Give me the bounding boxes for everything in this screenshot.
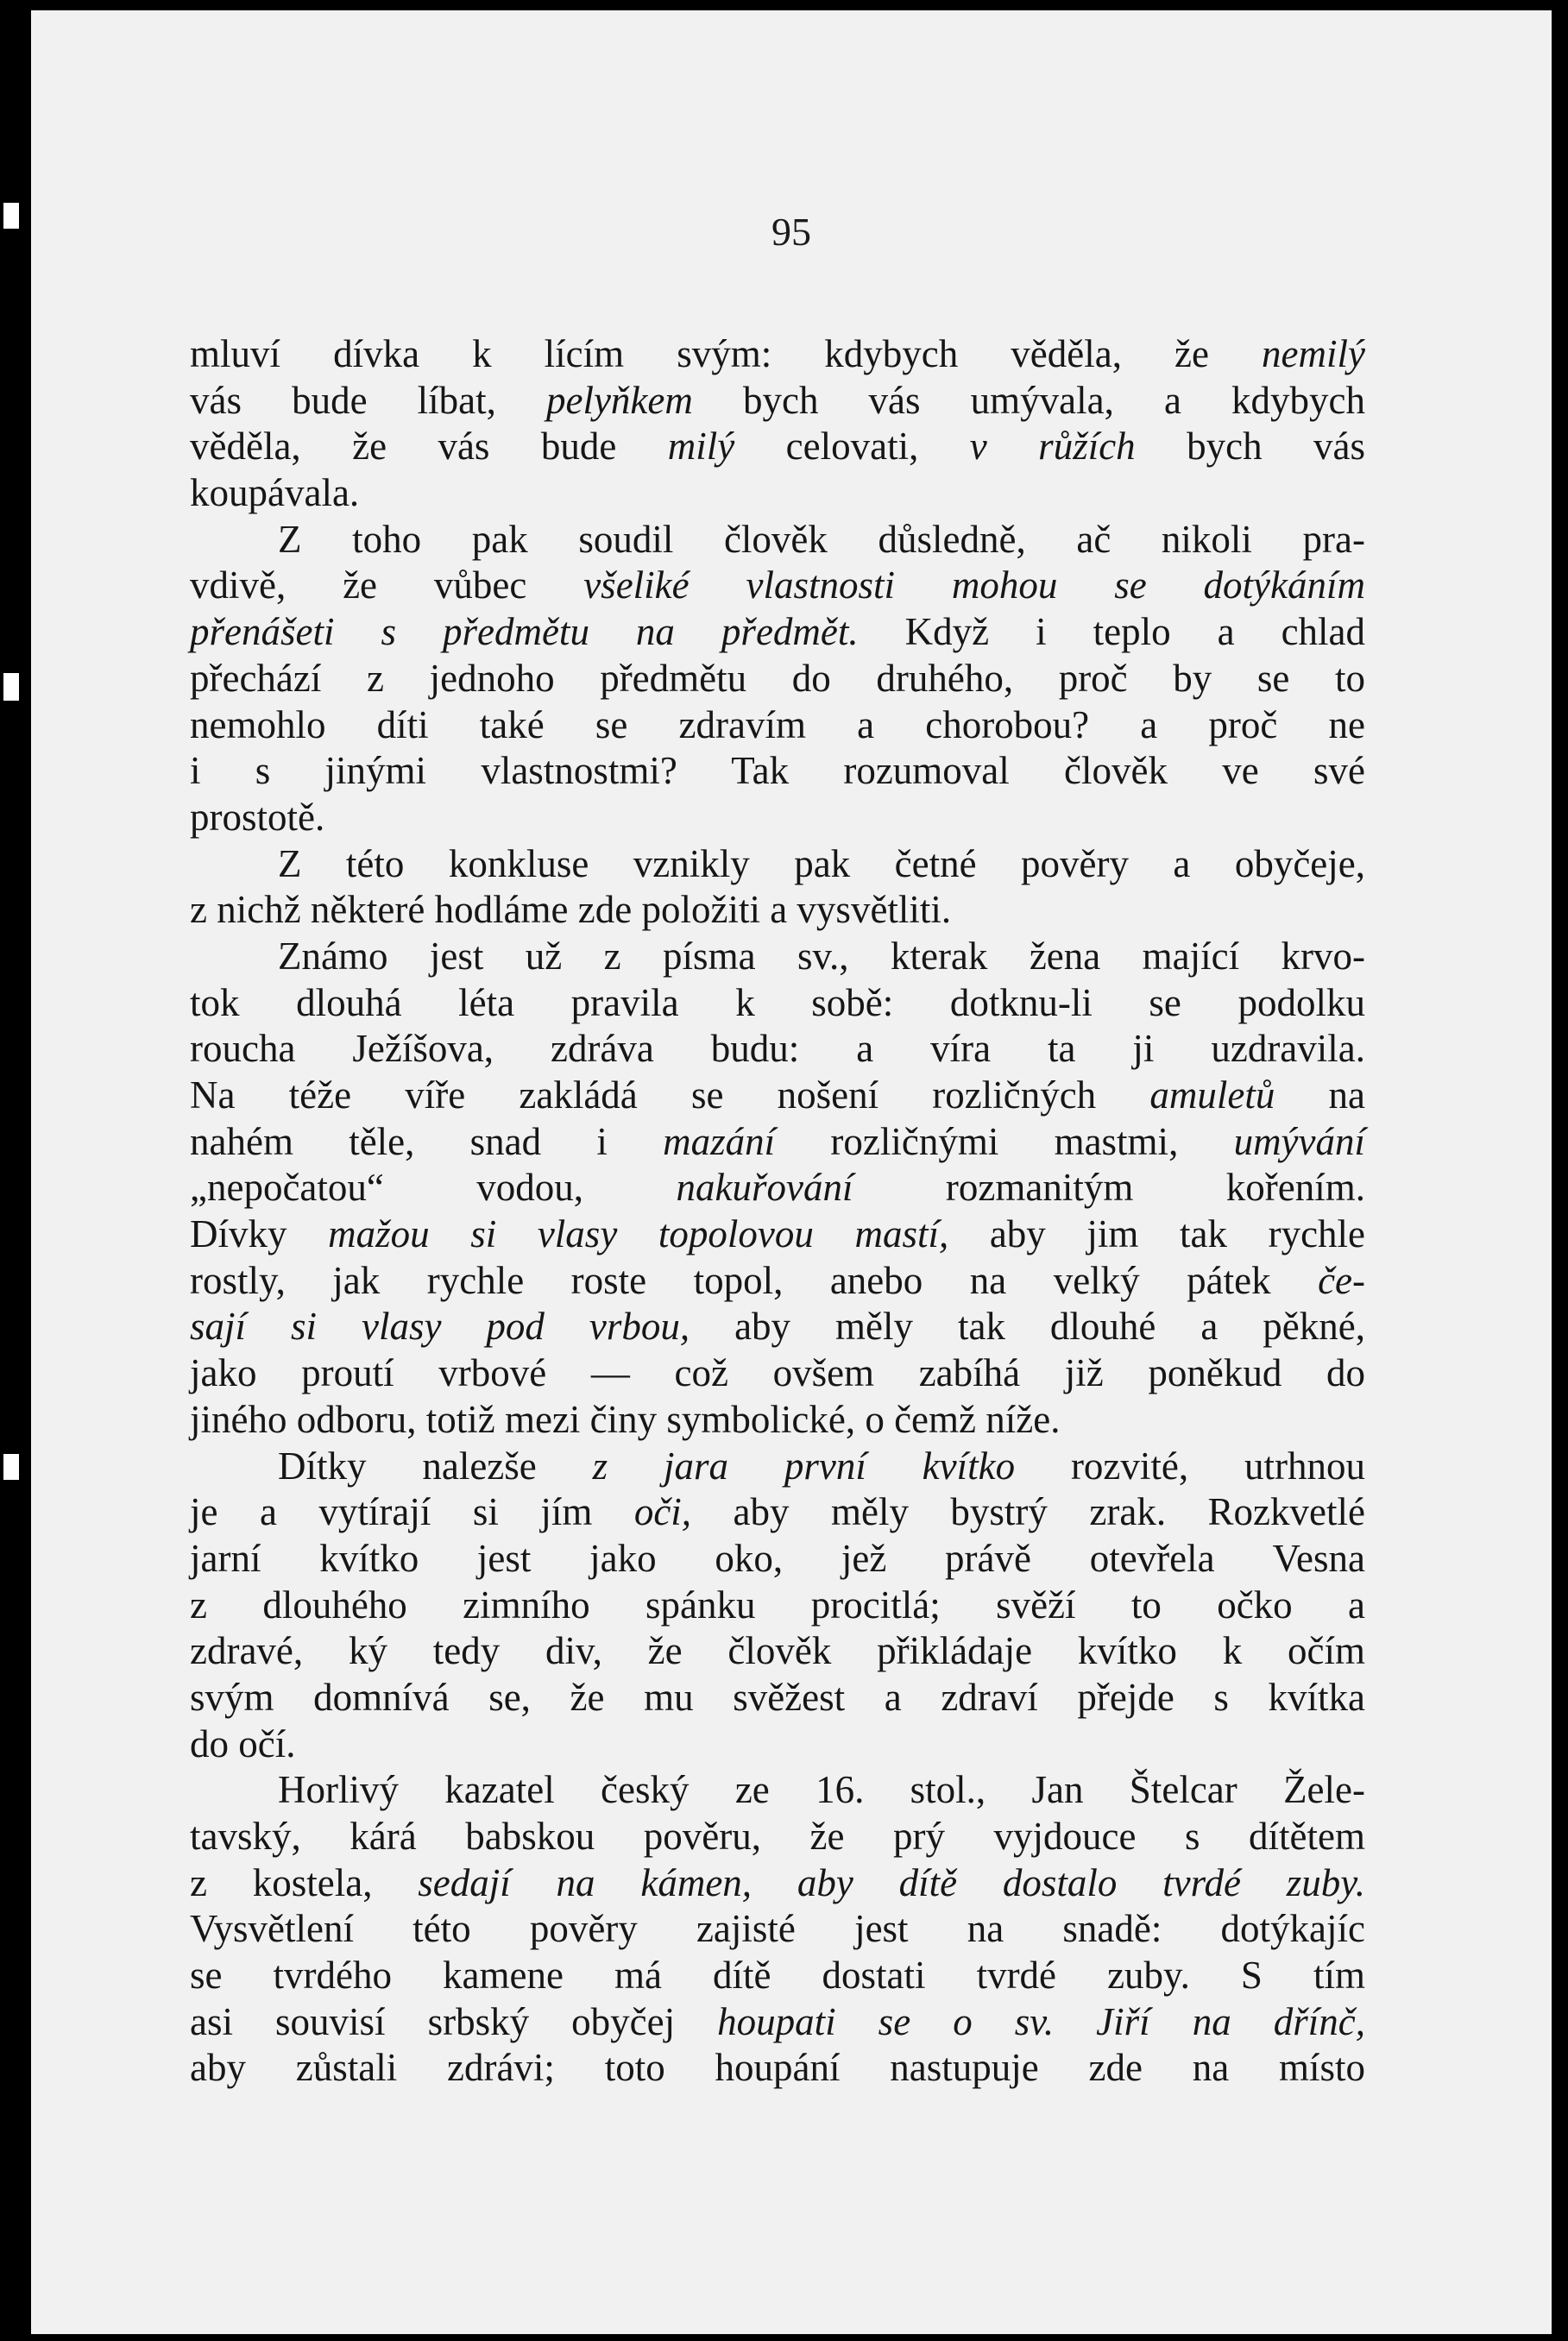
spine-mark — [3, 673, 19, 701]
page-number: 95 — [771, 210, 811, 254]
text-line — [190, 1814, 1365, 1860]
spine-mark — [3, 1454, 19, 1480]
italic-text: sají si vlasy pod vrbou, — [190, 1305, 690, 1349]
text-run: je a vytírají si jím — [190, 1490, 634, 1534]
body-text — [190, 331, 1365, 2092]
text-run: zdravé, ký tedy div, že člověk přikládaje kvítko k očím — [190, 1629, 1365, 1673]
book-spine-edge — [0, 0, 31, 2341]
text-line — [190, 702, 1365, 749]
text-run: koupávala. — [190, 471, 360, 515]
text-run: aby měly tak dlouhé a pěkné, — [690, 1305, 1365, 1349]
text-run: „nepočatou“ vodou, — [190, 1166, 677, 1210]
text-line — [190, 841, 1365, 888]
text-line — [190, 1675, 1365, 1721]
italic-text: houpati se o sv. Jiří na dřínč, — [717, 1999, 1365, 2043]
text-run: Vysvětlení této pověry zajisté jest na snadě: dotýkajíc — [190, 1907, 1365, 1951]
text-run: z nichž některé hodláme zde položiti a vysvětliti. — [190, 888, 952, 932]
text-line — [190, 563, 1365, 609]
italic-text: všeliké vlastnosti mohou se dotýkáním — [583, 563, 1365, 607]
text-run: i s jinými vlastnostmi? Tak rozumoval člověk ve své — [190, 749, 1365, 793]
text-line — [190, 517, 1365, 563]
text-line — [190, 1119, 1365, 1166]
text-run: Dívky — [190, 1212, 329, 1256]
italic-text: milý — [667, 425, 735, 469]
text-line — [190, 470, 1365, 517]
text-line — [190, 378, 1365, 425]
text-run: mluví dívka k lícím svým: kdybych věděla, že — [190, 332, 1263, 375]
text-line — [190, 1304, 1365, 1350]
text-run: nemohlo díti také se zdravím a chorobou? a proč ne — [190, 702, 1365, 746]
italic-text: přenášeti s předmětu na předmět. — [190, 610, 859, 654]
text-run: Na téže víře zakládá se nošení rozličných — [190, 1073, 1150, 1117]
text-line — [190, 609, 1365, 656]
text-line — [190, 1628, 1365, 1675]
text-line — [190, 1397, 1365, 1444]
italic-text: oči, — [633, 1490, 692, 1534]
text-run: tavský, kárá babskou pověru, že prý vyjdouce s dítětem — [190, 1815, 1365, 1858]
text-line — [190, 887, 1365, 934]
italic-text: umývání — [1233, 1119, 1366, 1163]
text-run: aby zůstali zdrávi; toto houpání nastupuje zde na místo — [190, 2046, 1365, 2090]
text-line — [190, 795, 1365, 841]
text-run: Z této konkluse vznikly pak četné pověry a obyčeje, — [278, 841, 1365, 885]
text-run: aby měly bystrý zrak. Rozkvetlé — [691, 1490, 1365, 1534]
text-line — [190, 1721, 1365, 1768]
text-line — [190, 1165, 1365, 1211]
text-line — [190, 1073, 1365, 1119]
text-line — [190, 1536, 1365, 1583]
text-line — [190, 1906, 1365, 1953]
text-line — [190, 331, 1365, 378]
text-line — [190, 424, 1365, 470]
text-run: vás bude líbat, — [190, 378, 546, 422]
text-line — [190, 1258, 1365, 1305]
text-run: jiného odboru, totiž mezi činy symbolické, o čemž níže. — [190, 1397, 1061, 1441]
italic-text: z jara první kvítko — [592, 1444, 1016, 1488]
text-run: věděla, že vás bude — [190, 425, 668, 469]
text-run: Dítky nalezše — [278, 1444, 593, 1488]
text-run: svým domnívá se, že mu svěžest a zdraví přejde s kvítka — [190, 1675, 1365, 1719]
text-run: na — [1275, 1073, 1365, 1117]
text-run: nahém těle, snad i — [190, 1119, 664, 1163]
text-line — [190, 1489, 1365, 1536]
text-line — [190, 1860, 1365, 1907]
text-run: rostly, jak rychle roste topol, anebo na velký pátek — [190, 1258, 1319, 1302]
text-line — [190, 1953, 1365, 1999]
text-run: jarní kvítko jest jako oko, jež právě otevřela Vesna — [190, 1536, 1365, 1580]
text-run: jako proutí vrbové — což ovšem zabíhá již poněkud do — [190, 1351, 1365, 1395]
text-run: rozvité, utrhnou — [1015, 1444, 1365, 1488]
text-line — [190, 1350, 1365, 1397]
italic-text: sedají na kámen, aby dítě dostalo tvrdé zuby. — [418, 1860, 1366, 1904]
text-run: vdivě, že vůbec — [190, 563, 584, 607]
text-run: aby jim tak rychle — [948, 1212, 1366, 1256]
text-run: prostotě. — [190, 795, 325, 839]
text-line — [190, 656, 1365, 702]
text-run: přechází z jednoho předmětu do druhého, proč by se to — [190, 656, 1365, 700]
italic-text: amuletů — [1149, 1073, 1275, 1117]
text-line — [190, 1444, 1365, 1490]
text-run: rozmanitým kořením. — [853, 1166, 1365, 1210]
text-run: celovati, — [734, 425, 970, 469]
spine-mark — [3, 203, 19, 229]
text-run: Když i teplo a chlad — [858, 610, 1366, 654]
text-run: bych vás — [1135, 425, 1365, 469]
text-run: Horlivý kazatel český ze 16. stol., Jan Štelcar Žele- — [278, 1768, 1365, 1812]
text-line — [190, 1211, 1365, 1258]
italic-text: mažou si vlasy topolovou mastí, — [328, 1212, 949, 1256]
text-line — [190, 934, 1365, 980]
text-run: Z toho pak soudil člověk důsledně, ač nikoli pra- — [278, 517, 1365, 561]
text-run: z dlouhého zimního spánku procitlá; svěží to očko a — [190, 1583, 1365, 1627]
text-run: tok dlouhá léta pravila k sobě: dotknu-li se podolku — [190, 980, 1365, 1024]
text-run: bych vás umývala, a kdybych — [692, 378, 1365, 422]
text-run: roucha Ježíšova, zdráva budu: a víra ta ji uzdravila. — [190, 1027, 1365, 1071]
italic-text: če- — [1318, 1258, 1365, 1302]
italic-text: nemilý — [1262, 332, 1365, 375]
italic-text: v růžích — [969, 425, 1136, 469]
italic-text: nakuřování — [676, 1166, 853, 1210]
text-line — [190, 748, 1365, 795]
text-line — [190, 1026, 1365, 1073]
text-line — [190, 1767, 1365, 1814]
text-run: do očí. — [190, 1721, 296, 1765]
text-line — [190, 1583, 1365, 1629]
text-run: rozličnými mastmi, — [775, 1119, 1234, 1163]
text-run: Známo jest už z písma sv., kterak žena mající krvo- — [278, 934, 1365, 978]
italic-text: pelyňkem — [545, 378, 693, 422]
text-line — [190, 980, 1365, 1027]
text-run: se tvrdého kamene má dítě dostati tvrdé zuby. S tím — [190, 1954, 1365, 1998]
text-line — [190, 2045, 1365, 2092]
book-page — [31, 10, 1552, 2334]
text-run: z kostela, — [190, 1860, 419, 1904]
text-line — [190, 1999, 1365, 2046]
text-run: asi souvisí srbský obyčej — [190, 1999, 718, 2043]
italic-text: mazání — [663, 1119, 776, 1163]
